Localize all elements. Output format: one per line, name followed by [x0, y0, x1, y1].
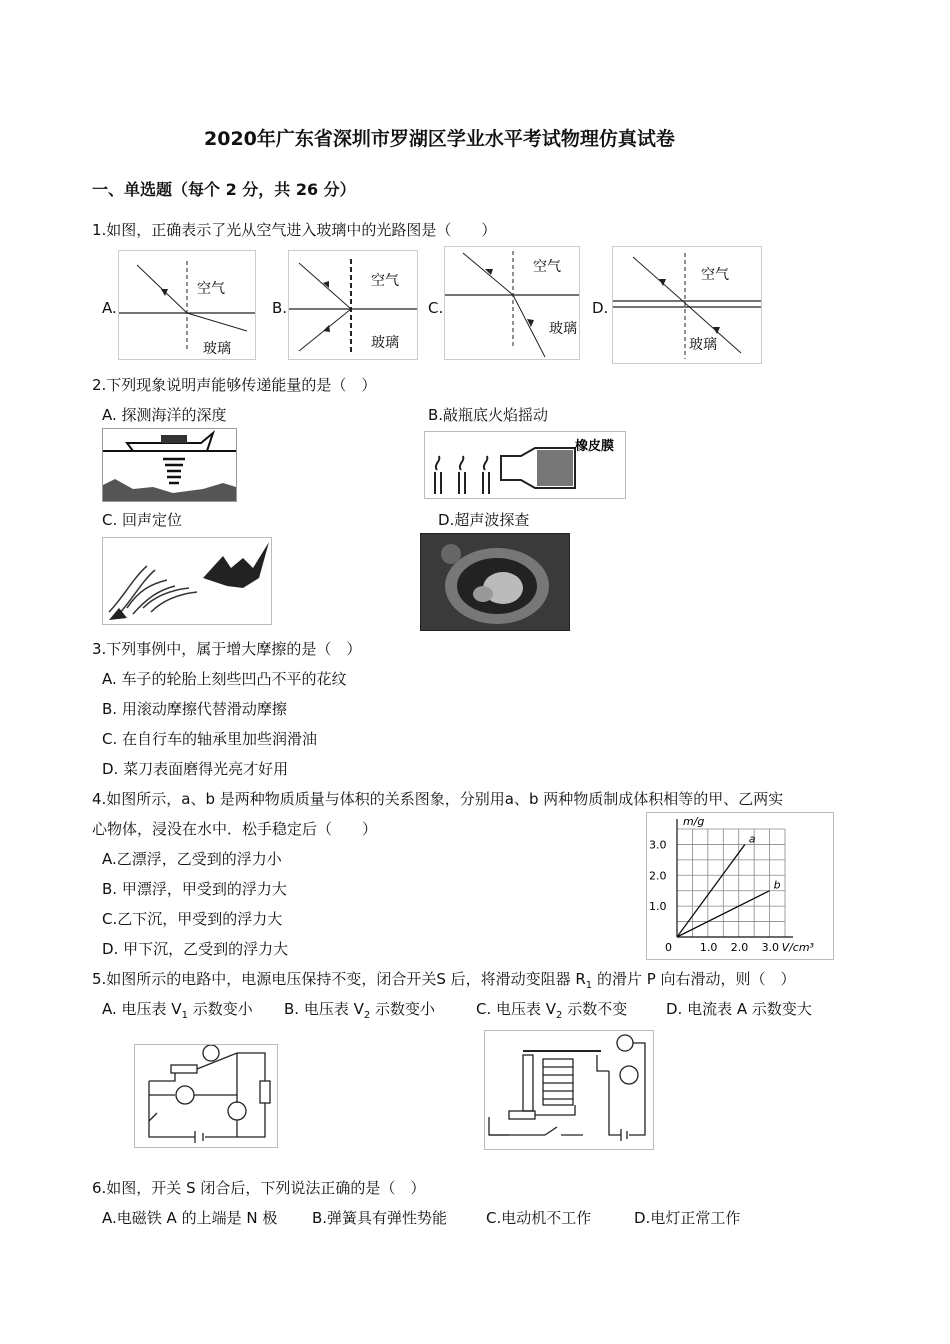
q2-figure-c [102, 537, 272, 625]
q5-option-d: D. 电流表 A 示数变大 [666, 1000, 812, 1018]
q5-text-sub: 1 [585, 980, 593, 991]
question-1-text: 1.如图，正确表示了光从空气进入玻璃中的光路图是（ ） [92, 221, 497, 239]
q1-figure-b [288, 250, 418, 360]
q3-option-c: C. 在自行车的轴承里加些润滑油 [102, 730, 318, 748]
q5-b-pre: B. 电压表 V [284, 1000, 364, 1018]
q5-circuit-figure [134, 1044, 278, 1148]
relay-motor-diagram [485, 1031, 653, 1149]
y-tick-label: 1.0 [649, 900, 667, 914]
air-label: 空气 [197, 281, 225, 297]
q5-option-a [102, 998, 253, 1021]
x-tick-label: 3.0 [761, 941, 780, 954]
light-ray-diagram-a [119, 251, 255, 359]
q6-relay-figure [484, 1030, 654, 1150]
q1-option-b-label: B. [272, 299, 288, 317]
page-title: 2020年广东省深圳市罗湖区学业水平考试物理仿真试卷 [204, 128, 675, 150]
q5-option-c [476, 998, 627, 1021]
q1-option-d-label: D. [592, 299, 609, 317]
x-tick-label: 2.0 [730, 941, 749, 954]
q4-option-a: A.乙漂浮，乙受到的浮力小 [102, 850, 282, 868]
question-4-text-line1: 4.如图所示，a、b 是两种物质质量与体积的关系图象，分别用a、b 两种物质制成体积相等的甲、乙两实 [92, 790, 784, 808]
ultrasound-scan-image [421, 534, 569, 630]
y-tick-label: 2.0 [649, 869, 667, 883]
q2-option-a: A. 探测海洋的深度 [102, 406, 227, 424]
question-6-text: 6.如图，开关 S 闭合后，下列说法正确的是（ ） [92, 1179, 426, 1197]
q1-option-c-label: C. [428, 299, 444, 317]
air-label: 空气 [701, 267, 729, 283]
x-tick-label: 0 [665, 941, 672, 954]
q5-text-pre: 5.如图所示的电路中，电源电压保持不变，闭合开关S 后，将滑动变阻器 R [92, 970, 586, 988]
glass-label: 玻璃 [689, 337, 717, 353]
q3-option-d: D. 菜刀表面磨得光亮才好用 [102, 760, 289, 778]
q1-figure-a [118, 250, 256, 360]
q5-c-post: 示数不变 [567, 1000, 628, 1018]
q4-option-c: C.乙下沉，甲受到的浮力大 [102, 910, 283, 928]
q1-option-a-label: A. [102, 299, 117, 317]
q5-a-post: 示数变小 [192, 1000, 253, 1018]
q5-c-pre: C. 电压表 V [476, 1000, 557, 1018]
bat-echolocation-illustration [103, 538, 271, 624]
question-5-text [92, 968, 796, 991]
q2-option-c: C. 回声定位 [102, 511, 183, 529]
q3-option-a: A. 车子的轮胎上刻些凹凸不平的花纹 [102, 670, 347, 688]
chart-svg [647, 813, 833, 959]
question-4-text-line2: 心物体，浸没在水中．松手稳定后（ ） [92, 820, 378, 838]
q5-a-sub: 1 [181, 1010, 188, 1021]
q3-option-b: B. 用滚动摩擦代替滑动摩擦 [102, 700, 287, 718]
q5-b-post: 示数变小 [375, 1000, 436, 1018]
circuit-diagram [135, 1045, 277, 1147]
y-tick-label: 3.0 [649, 838, 667, 852]
light-ray-diagram-c [445, 247, 579, 359]
q2-option-d: D.超声波探查 [438, 511, 530, 529]
air-label: 空气 [371, 273, 399, 289]
q4-option-d: D. 甲下沉，乙受到的浮力大 [102, 940, 289, 958]
q1-figure-d [612, 246, 762, 364]
section-heading: 一、单选题（每个 2 分，共 26 分） [92, 180, 356, 199]
series-label-b: b [773, 878, 781, 892]
q5-c-sub: 2 [556, 1010, 563, 1021]
q2-figure-a [102, 428, 237, 502]
ship-sonar-illustration [103, 429, 236, 501]
q5-b-sub: 2 [363, 1010, 371, 1021]
q2-option-b: B.敲瓶底火焰摇动 [428, 406, 549, 424]
question-2-text: 2.下列现象说明声能够传递能量的是（ ） [92, 376, 377, 394]
q2-figure-b [424, 431, 626, 499]
x-axis-label: V/cm³ [781, 941, 814, 954]
bottle-candle-illustration [425, 432, 625, 498]
q5-text-post: 的滑片 P 向右滑动，则（ ） [596, 970, 796, 988]
glass-label: 玻璃 [549, 321, 577, 337]
q5-a-pre: A. 电压表 V [102, 1000, 182, 1018]
q6-option-d: D.电灯正常工作 [634, 1209, 741, 1227]
q1-figure-c [444, 246, 580, 360]
q6-option-a: A.电磁铁 A 的上端是 N 极 [102, 1209, 278, 1227]
q5-option-b [284, 998, 435, 1021]
q6-option-c: C.电动机不工作 [486, 1209, 592, 1227]
light-ray-diagram-b [289, 251, 417, 359]
y-axis-label: m/g [683, 815, 705, 828]
light-ray-diagram-d [613, 247, 761, 363]
q6-option-b: B.弹簧具有弹性势能 [312, 1209, 448, 1227]
series-label-a: a [748, 832, 756, 846]
q2-figure-d [420, 533, 570, 631]
film-label: 橡皮膜 [575, 439, 615, 454]
air-label: 空气 [533, 259, 561, 275]
mass-volume-chart [646, 812, 834, 960]
question-3-text: 3.下列事例中，属于增大摩擦的是（ ） [92, 640, 362, 658]
glass-label: 玻璃 [371, 335, 399, 351]
q4-option-b: B. 甲漂浮，甲受到的浮力大 [102, 880, 287, 898]
x-tick-label: 1.0 [699, 941, 718, 954]
glass-label: 玻璃 [203, 341, 231, 357]
